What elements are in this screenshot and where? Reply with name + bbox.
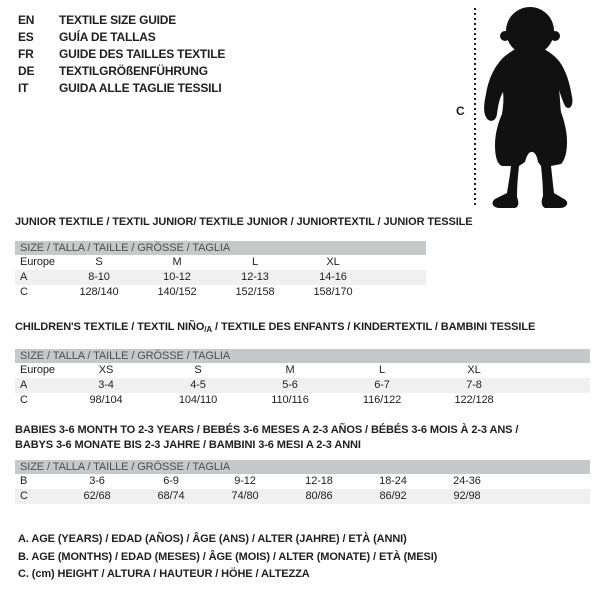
height-measure-label: C [456, 104, 465, 118]
size-cell: M [172, 256, 182, 268]
language-row [18, 63, 225, 80]
size-cell: 128/140 [79, 286, 119, 298]
size-cell: 116/122 [362, 394, 402, 406]
size-cell: 122/128 [454, 394, 494, 406]
table-row [15, 393, 590, 408]
size-cell: L [251, 256, 259, 268]
language-code: DE [18, 64, 35, 78]
size-cell: S [95, 256, 103, 268]
language-row [18, 12, 225, 29]
table-row [15, 363, 590, 378]
language-list [18, 12, 225, 97]
junior-textile-table [15, 215, 473, 300]
table-title-block [15, 423, 590, 453]
table-title [15, 320, 590, 337]
title-text: CHILDREN'S TEXTILE / TEXTIL NIÑO [15, 321, 205, 333]
size-cell: 9-12 [234, 475, 256, 487]
size-cell: 98/104 [89, 394, 123, 406]
row-label: Europe [20, 364, 55, 376]
size-cell: 3-4 [98, 379, 114, 391]
size-cell: 12-13 [241, 271, 269, 283]
size-cell: 80/86 [305, 490, 333, 502]
size-cell: XL [326, 256, 340, 268]
size-header-bar: SIZE / TALLA / TAILLE / GRÖSSE / TAGLIA [15, 460, 590, 474]
size-cell: XS [98, 364, 114, 376]
row-label: A [20, 379, 28, 391]
table-row [15, 285, 426, 300]
row-label: B [20, 475, 28, 487]
size-cell: 110/116 [271, 394, 309, 406]
size-cell: 86/92 [379, 490, 407, 502]
size-cell: 104/110 [178, 394, 218, 406]
size-cell: 152/158 [235, 286, 275, 298]
note-line: B. AGE (MONTHS) / EDAD (MESES) / ÂGE (MOIS) / ALTER (MONATE) / ETÀ (MESI) [18, 550, 438, 563]
size-cell: 140/152 [157, 286, 197, 298]
size-cell: 12-18 [305, 475, 333, 487]
size-cell: 68/74 [157, 490, 185, 502]
table-row [15, 378, 590, 393]
size-cell: 74/80 [231, 490, 259, 502]
table-row [15, 489, 590, 504]
size-cell: 62/68 [83, 490, 111, 502]
language-title: GUÍA DE TALLAS [59, 30, 156, 44]
size-cell: L [378, 364, 386, 376]
table-row [15, 255, 426, 270]
children-textile-table [15, 320, 590, 408]
note-line: A. AGE (YEARS) / EDAD (AÑOS) / ÂGE (ANS) / ALTER (JAHRE) / ETÀ (ANNI) [18, 533, 407, 545]
size-cell: 18-24 [379, 475, 407, 487]
language-title: TEXTILGRÖßENFÜHRUNG [59, 64, 208, 78]
language-code: IT [18, 81, 29, 95]
size-cell: M [285, 364, 295, 376]
language-row [18, 46, 225, 63]
size-cell: S [194, 364, 202, 376]
language-code: ES [18, 30, 34, 44]
size-cell: 7-8 [466, 379, 482, 391]
baby-silhouette-icon [480, 5, 580, 208]
table-row [15, 474, 590, 489]
table-title: BABYS 3-6 MONATE BIS 2-3 JAHRE / BAMBINI 3-6 MESI A 2-3 ANNI [15, 439, 361, 451]
legend-notes [18, 531, 437, 584]
size-cell: 8-10 [88, 271, 110, 283]
language-title: TEXTILE SIZE GUIDE [59, 13, 177, 27]
table-row [15, 270, 426, 285]
size-cell: 4-5 [190, 379, 206, 391]
language-row [18, 29, 225, 46]
size-cell: 5-6 [282, 379, 298, 391]
row-label: A [20, 271, 28, 283]
size-cell: 24-36 [453, 475, 481, 487]
note-line: C. (cm) HEIGHT / ALTURA / HAUTEUR / HÖHE / ALTEZZA [18, 568, 310, 580]
size-cell: 6-9 [163, 475, 179, 487]
row-label: C [20, 490, 28, 502]
size-cell: 6-7 [374, 379, 390, 391]
language-code: FR [18, 47, 34, 61]
title-text: / TEXTILE DES ENFANTS / KINDERTEXTIL / BAMBINI TESSILE [212, 321, 536, 333]
size-cell: 10-12 [163, 271, 191, 283]
size-cell: 14-16 [319, 271, 347, 283]
row-label: C [20, 286, 28, 298]
height-dotted-line-icon [474, 8, 476, 208]
size-cell: 158/170 [313, 286, 353, 298]
language-title: GUIDE DES TAILLES TEXTILE [59, 47, 226, 61]
title-subscript: /A [204, 325, 213, 334]
language-title: GUIDA ALLE TAGLIE TESSILI [59, 81, 222, 95]
row-label: Europe [20, 256, 55, 268]
size-cell: 92/98 [453, 490, 481, 502]
language-row [18, 80, 225, 97]
table-title: BABIES 3-6 MONTH TO 2-3 YEARS / BEBÉS 3-6 MESES A 2-3 AÑOS / BÉBÉS 3-6 MOIS À 2-3 ANS / [15, 424, 519, 436]
babies-textile-table [15, 423, 590, 504]
size-header-bar: SIZE / TALLA / TAILLE / GRÖSSE / TAGLIA [15, 349, 590, 363]
language-code: EN [18, 13, 35, 27]
size-cell: 3-6 [89, 475, 105, 487]
size-header-bar: SIZE / TALLA / TAILLE / GRÖSSE / TAGLIA [15, 241, 426, 255]
size-cell: XL [467, 364, 481, 376]
table-title: JUNIOR TEXTILE / TEXTIL JUNIOR/ TEXTILE JUNIOR / JUNIORTEXTIL / JUNIOR TESSILE [15, 216, 473, 228]
row-label: C [20, 394, 28, 406]
